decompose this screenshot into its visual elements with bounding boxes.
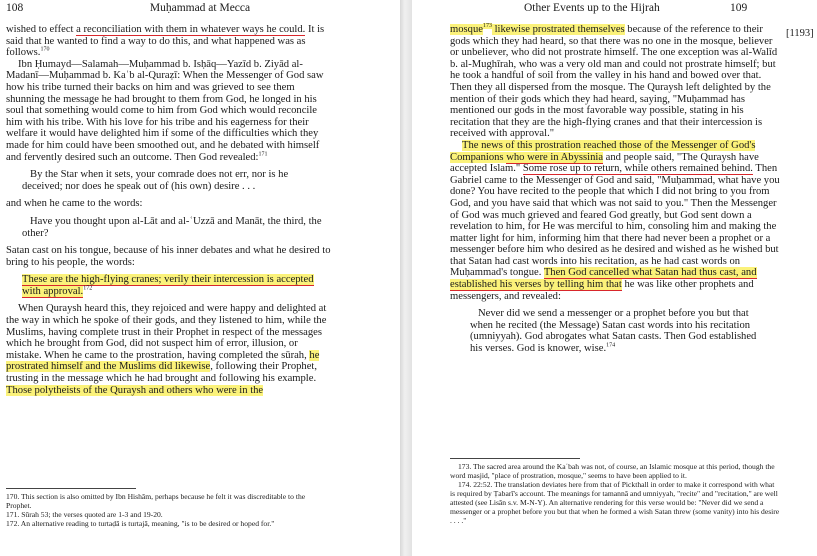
footnote-173: 173. The sacred area around the Kaʿbah was not, of course, an Islamic mosque at this period, though the word masjid, "place of prostration, mosque," seems to have been applied to it. [450, 462, 775, 480]
underline: Some rose up to return, while others remained behind. [522, 163, 753, 175]
right-running-head: Other Events up to the Hijrah [524, 2, 660, 14]
text: Ibn Ḥumayd—Salamah—Muḥammad b. Isḥāq—Yazīd b. Ziyād al-Madanī—Muḥammad b. Kaʿb al-Quraẓī: When the Messenger of God saw how his tribe turned their backs on him and was grieved to see them shunning the message he had brought to them from God, he longed in his soul that something would come to him from God which would reconcile him with his tribe. With his love for his tribe and his eagerness for their welfare it would have delighted him if some of the difficulties which they made for him could have been smoothed out, and he debated with himself and fervently desired such an outcome. Then God revealed: [6, 58, 324, 163]
text: Have you thought upon al-Lāt and al-ʿUzzā and Manāt, the third, the other? [22, 215, 322, 239]
left-running-head: Muḥammad at Mecca [149, 2, 251, 14]
block-quote-highlighted [6, 274, 332, 297]
footnote-171: 171. Sūrah 53; the verses quoted are 1-3 and 19-20. [6, 510, 163, 519]
highlight: Those polytheists of the Quraysh and others who were in the [6, 384, 264, 396]
left-page [0, 0, 400, 556]
footnotes [450, 462, 780, 525]
footnotes [6, 492, 332, 528]
text: Then Gabriel came to the Messenger of God and said, "Muḥammad, what have you done? You have recited to the people that which I did not bring to you from God, and you have said that which was not said to you." Then the Messenger of God was much grieved and feared God greatly, but God sent down a revelation to him, for He was merciful to him, consoling him and making the matter light for him, informing him that there had never been a prophet or a messenger before him who desired as he desired and wished as he wished but that Satan had cast words into his recitation, as he had cast words on Muḥammad's tongue. [450, 163, 780, 279]
highlight-underline: who were in Abyssinia [506, 151, 604, 163]
left-body [6, 24, 332, 396]
footnote-ref: 174 [606, 342, 616, 349]
paragraph: Satan cast on his tongue, because of his inner debates and what he desired to bring to his people, the words: [6, 245, 331, 268]
text: It is said that he wanted to find a way to do this, and what happened was as follows. [6, 24, 325, 59]
left-page-number: 108 [6, 2, 24, 14]
highlight: likewise prostrated themselves [491, 24, 625, 35]
block-quote [450, 308, 780, 354]
text [470, 308, 770, 354]
text: When Quraysh heard this, they rejoiced and were happy and delighted at the way in which he spoke of their gods, and they listened to him, while the Muslims, having complete trust in their Prophet in respect of the messages which he brought from God, did not suspect him of error, illusion, or mistake. When he came to the prostration, having completed the sūrah, [6, 303, 327, 361]
text: , following their Prophet, trusting in the message which he had brought and following his example. [6, 361, 318, 385]
text: Never did we send a messenger or a prophet before you but that when he recited (the Message) Satan cast words into his recitation (umniyyah). God abrogates what Satan casts. Then God established his verses. God is knower, wise. [470, 308, 757, 355]
text: wished to effect [6, 24, 77, 35]
footnote-ref: 172 [83, 285, 93, 292]
highlight-underline: These are the high-flying cranes; verily their intercession is accepted with approval. [22, 274, 314, 297]
footnote-170: 170. This section is also omitted by Ibn Hishām, perhaps because he felt it was discreditable to the Prophet. [6, 492, 306, 510]
right-page-number: 109 [730, 2, 748, 14]
highlight: mosque [450, 24, 483, 35]
paragraph [6, 303, 332, 396]
footnote-174: 174. 22:52. The translation deviates here from that of Pickthall in order to make it correspond with what is required by Ṭabarī's account. The meanings for tamannā and umniyyah, "recite" and "recitation," are well attested (see Lisān s.v. M-N-Y). An alternative rendering for this verse would be: "Never did we send a messenger or a prophet before you but that when he formed a wish Satan threw (some vanity) into his desire . . . ." [450, 480, 780, 525]
footnote-172: 172. An alternative reading to turtaḍā is turtajā, meaning, "is to be desired or hoped for." [6, 519, 275, 528]
margin-reference: [1193] [786, 28, 814, 39]
paragraph [450, 24, 780, 140]
text: he was like other prophets and messengers, and revealed: [450, 279, 754, 302]
right-body [450, 24, 780, 361]
highlight: The news of this prostration reached those of the Messenger of God's Companions [450, 139, 756, 163]
highlight-underline: Then God cancelled what Satan had thus cast, and established his verses by telling him that [450, 267, 757, 291]
footnote-ref: 173 [482, 23, 492, 30]
paragraph [450, 140, 780, 302]
footnote-rule [450, 458, 580, 459]
footnote-rule [6, 488, 136, 489]
text: and people said, "The Quraysh have accepted Islam." [450, 151, 759, 175]
footnote-ref: 170 [40, 46, 50, 53]
highlight-underline: a reconciliation with them in whatever ways he could. [76, 24, 306, 35]
paragraph [6, 59, 332, 163]
right-page [412, 0, 817, 556]
text: because of the reference to their gods which they had heard, so that there was no one in the mosque, believer or unbeliever, who did not prostrate himself. The one exception was al-Walīd b. al-Mughīrah, who was a very old man and could not prostrate himself; but he took a handful of soil from the valley in his hand and bowed over that. Then they all dispersed from the mosque. The Quraysh left delighted by the mention of their gods which they had heard, saying, "Muḥammad has mentioned our gods in the most favorable way possible, stating in his recitation that they are the high-flying cranes and that their intercession is received with approval." [450, 24, 778, 140]
text: By the Star when it sets, your comrade does not err, nor is he deceived; nor does he speak out of (his own) desire . . . [22, 169, 289, 192]
footnote-ref: 171 [258, 151, 268, 157]
block-quote [6, 216, 332, 239]
block-quote [6, 169, 332, 192]
paragraph: and when he came to the words: [6, 198, 143, 210]
book-gutter [400, 0, 412, 556]
paragraph [6, 24, 332, 59]
highlight: he prostrated himself and the Muslims did likewise [6, 349, 320, 373]
